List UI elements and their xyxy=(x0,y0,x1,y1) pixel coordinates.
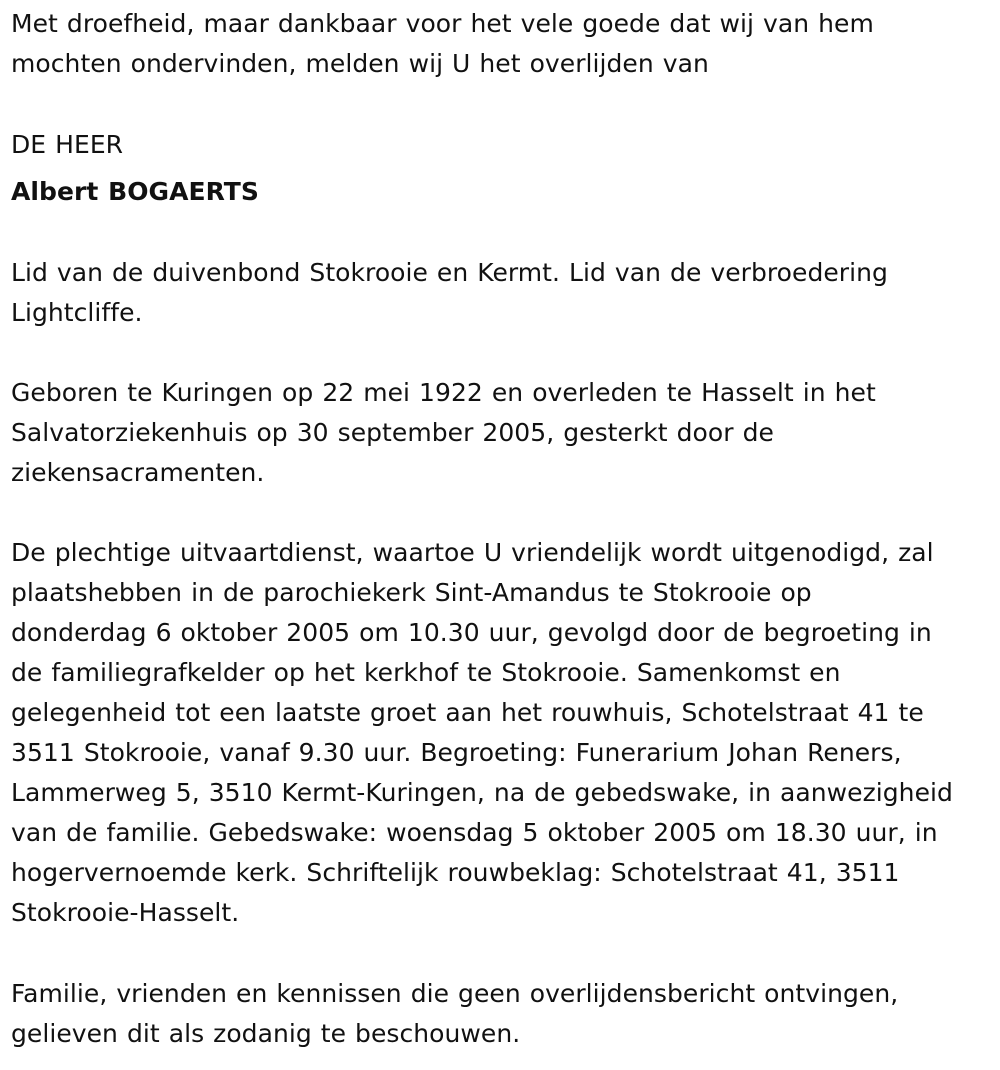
deceased-name: Albert BOGAERTS xyxy=(11,177,259,206)
intro-line-2: mochten ondervinden, melden wij U het overlijden van xyxy=(11,49,709,78)
service-line-9: hogervernoemde kerk. Schriftelijk rouwbeklag: Schotelstraat 41, 3511 xyxy=(11,858,900,887)
honorific: DE HEER xyxy=(11,130,124,159)
intro-line-1: Met droefheid, maar dankbaar voor het vele goede dat wij van hem xyxy=(11,9,874,38)
service-line-10: Stokrooie-Hasselt. xyxy=(11,898,240,927)
closing-line-2: gelieven dit als zodanig te beschouwen. xyxy=(11,1019,521,1048)
service-line-8: van de familie. Gebedswake: woensdag 5 oktober 2005 om 18.30 uur, in xyxy=(11,818,938,847)
service-line-3: donderdag 6 oktober 2005 om 10.30 uur, gevolgd door de begroeting in xyxy=(11,618,932,647)
birth-death-line-3: ziekensacramenten. xyxy=(11,458,265,487)
closing-line-1: Familie, vrienden en kennissen die geen overlijdensbericht ontvingen, xyxy=(11,979,899,1008)
service-line-1: De plechtige uitvaartdienst, waartoe U vriendelijk wordt uitgenodigd, zal xyxy=(11,538,934,567)
membership-line-2: Lightcliffe. xyxy=(11,298,143,327)
service-line-4: de familiegrafkelder op het kerkhof te Stokrooie. Samenkomst en xyxy=(11,658,841,687)
service-line-5: gelegenheid tot een laatste groet aan het rouwhuis, Schotelstraat 41 te xyxy=(11,698,924,727)
service-line-7: Lammerweg 5, 3510 Kermt-Kuringen, na de gebedswake, in aanwezigheid xyxy=(11,778,953,807)
birth-death-line-2: Salvatorziekenhuis op 30 september 2005, gesterkt door de xyxy=(11,418,774,447)
service-line-6: 3511 Stokrooie, vanaf 9.30 uur. Begroeting: Funerarium Johan Reners, xyxy=(11,738,902,767)
service-line-2: plaatshebben in de parochiekerk Sint-Amandus te Stokrooie op xyxy=(11,578,812,607)
membership-line-1: Lid van de duivenbond Stokrooie en Kermt. Lid van de verbroedering xyxy=(11,258,888,287)
birth-death-line-1: Geboren te Kuringen op 22 mei 1922 en overleden te Hasselt in het xyxy=(11,378,876,407)
